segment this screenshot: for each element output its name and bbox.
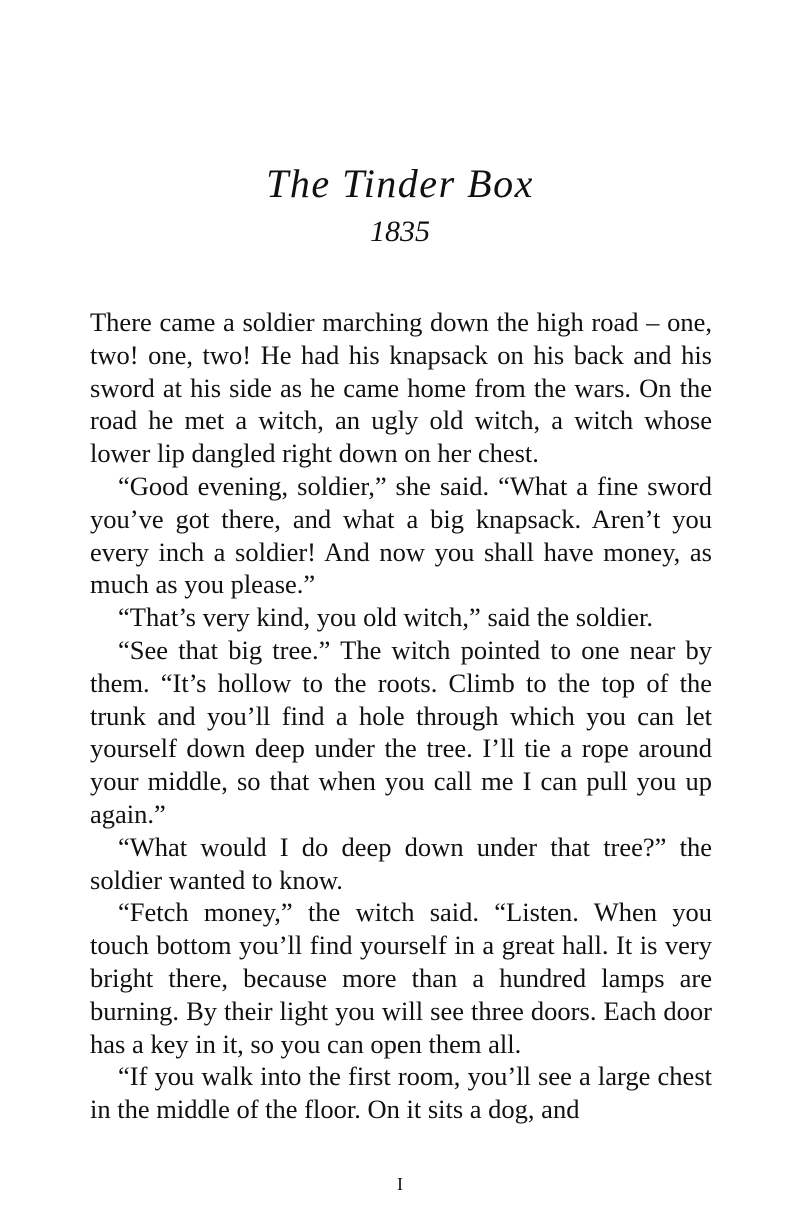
page-number: I xyxy=(397,1174,403,1194)
paragraph: “That’s very kind, you old witch,” said the soldier. xyxy=(118,602,654,633)
paragraph: “What would I do deep down under that tree?” the soldier wanted to know. xyxy=(90,831,712,895)
story-title: The Tinder Box xyxy=(266,161,534,206)
story-year: 1835 xyxy=(370,215,430,248)
paragraph: “If you walk into the first room, you’ll see a large chest in the middle of the floor. On it sits a dog, and xyxy=(90,1061,712,1125)
paragraph: “Fetch money,” the witch said. “Listen. When you touch bottom you’ll find yourself in a great hall. It is very bright there, because more than a hundred lamps are burning. By their light you will see three doors. Each door has a key in it, so you can open them all. xyxy=(90,897,712,1059)
paragraph: There came a soldier marching down the high road – one, two! one, two! He had his knapsack on his back and his sword at his side as he came home from the wars. On the road he met a witch, an ugly old witch, a witch whose lower lip dangled right down on her chest. xyxy=(90,307,712,469)
story-body xyxy=(90,306,712,1126)
paragraph: “Good evening, soldier,” she said. “What a fine sword you’ve got there, and what a big knapsack. Aren’t you every inch a soldier! And now you shall have money, as much as you please.” xyxy=(90,470,712,600)
paragraph: “See that big tree.” The witch pointed to one near by them. “It’s hollow to the roots. Climb to the top of the trunk and you’ll find a hole through which you can let yourself down deep under the tree. I’ll tie a rope around your middle, so that when you call me I can pull you up again.” xyxy=(90,634,712,829)
